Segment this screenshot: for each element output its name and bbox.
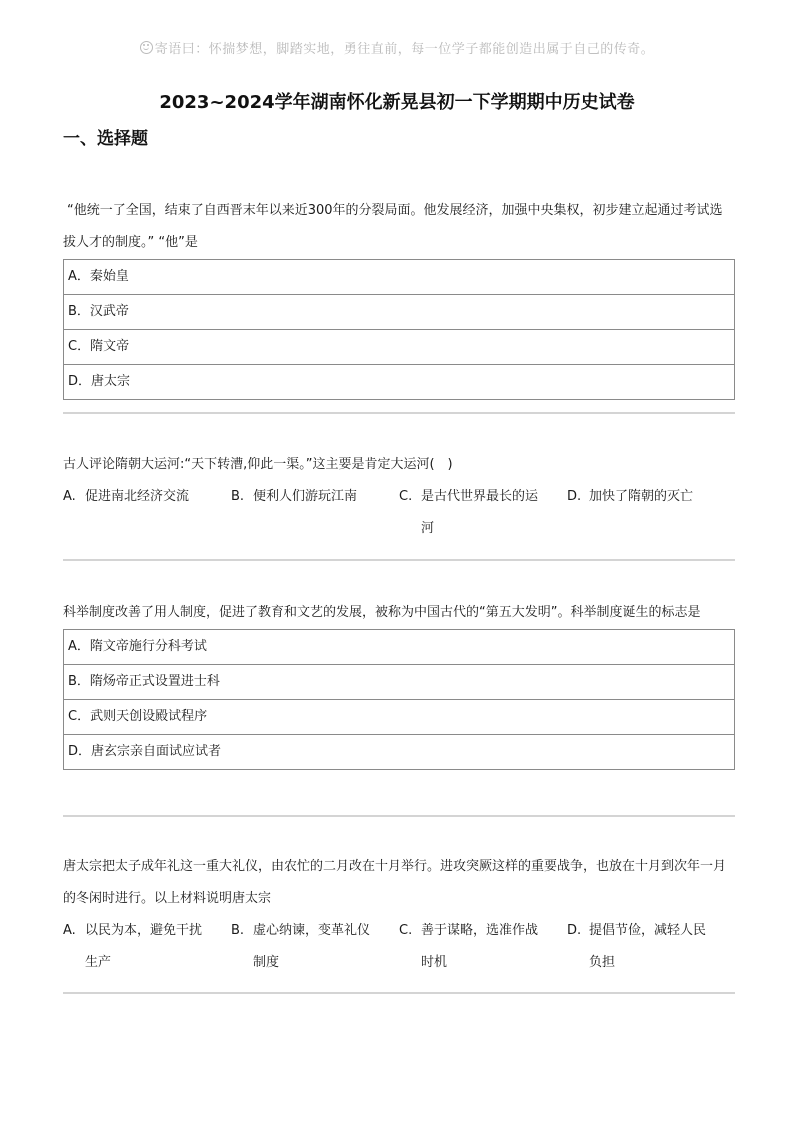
option-c[interactable] <box>399 481 567 545</box>
option-letter: A. <box>63 489 76 504</box>
option-c[interactable] <box>399 915 567 979</box>
question-3 <box>63 597 735 770</box>
option-text: 以民为本，避免干扰生产 <box>85 923 203 970</box>
option-text: 是古代世界最长的运河 <box>421 489 539 536</box>
option-text: 虚心纳谏，变革礼仪制度 <box>253 923 371 970</box>
option-b[interactable]: B．隋炀帝正式设置进士科 <box>64 665 734 700</box>
divider <box>63 815 735 817</box>
option-letter: D. <box>567 923 582 938</box>
option-b[interactable] <box>231 481 399 545</box>
option-text: 提倡节俭，减轻人民负担 <box>589 923 707 970</box>
question-2 <box>63 449 735 545</box>
question-stem: 古人评论隋朝大运河:“天下转漕,仰此一渠。”这主要是肯定大运河( ) <box>63 457 453 472</box>
option-letter: D. <box>567 489 582 504</box>
option-text: 加快了隋朝的灭亡 <box>589 489 694 504</box>
options-table <box>63 259 735 400</box>
header-motto <box>0 38 794 57</box>
smile-icon <box>140 41 153 54</box>
option-d[interactable] <box>567 915 735 979</box>
options-grid <box>63 481 735 545</box>
motto-text: 寄语曰：怀揣梦想，脚踏实地，勇往直前，每一位学子都能创造出属于自己的传奇。 <box>154 42 655 57</box>
question-stem: 唐太宗把太子成年礼这一重大礼仪，由农忙的二月改在十月举行。进攻突厥这样的重要战争，也放在十月到次年一月的冬闲时进行。以上材料说明唐太宗 <box>63 859 727 906</box>
option-b[interactable] <box>231 915 399 979</box>
option-letter: C. <box>399 923 413 938</box>
option-a[interactable]: A．隋文帝施行分科考试 <box>64 630 734 665</box>
option-b[interactable]: B．汉武帝 <box>64 295 734 330</box>
question-1 <box>63 195 735 400</box>
option-c[interactable]: C．武则天创设殿试程序 <box>64 700 734 735</box>
option-letter: B. <box>231 489 245 504</box>
option-letter: C. <box>399 489 413 504</box>
option-c[interactable]: C．隋文帝 <box>64 330 734 365</box>
question-stem: 科举制度改善了用人制度，促进了教育和文艺的发展，被称为中国古代的“第五大发明”。科举制度诞生的标志是 <box>63 605 701 620</box>
divider <box>63 992 735 994</box>
option-d[interactable] <box>567 481 735 545</box>
option-a[interactable] <box>63 481 231 545</box>
option-d[interactable]: D．唐太宗 <box>68 374 131 389</box>
option-text: 便利人们游玩江南 <box>253 489 358 504</box>
options-grid <box>63 915 735 979</box>
option-letter: B. <box>231 923 245 938</box>
divider <box>63 412 735 414</box>
option-d[interactable]: D．唐玄宗亲自面试应试者 <box>68 744 222 759</box>
section-heading: 一、选择题 <box>63 129 148 149</box>
divider <box>63 559 735 561</box>
options-table <box>63 629 735 770</box>
option-text: 善于谋略，选准作战时机 <box>421 923 539 970</box>
question-stem: “他统一了全国，结束了自西晋末年以来近300年的分裂局面。他发展经济，加强中央集权，初步建立起通过考试选拔人才的制度。” “他”是 <box>63 203 723 250</box>
page-title: 2023~2024学年湖南怀化新晃县初一下学期期中历史试卷 <box>159 92 635 113</box>
question-4 <box>63 851 735 979</box>
option-text: 促进南北经济交流 <box>85 489 190 504</box>
option-letter: A. <box>63 923 76 938</box>
option-a[interactable] <box>63 915 231 979</box>
option-a[interactable]: A．秦始皇 <box>64 260 734 295</box>
